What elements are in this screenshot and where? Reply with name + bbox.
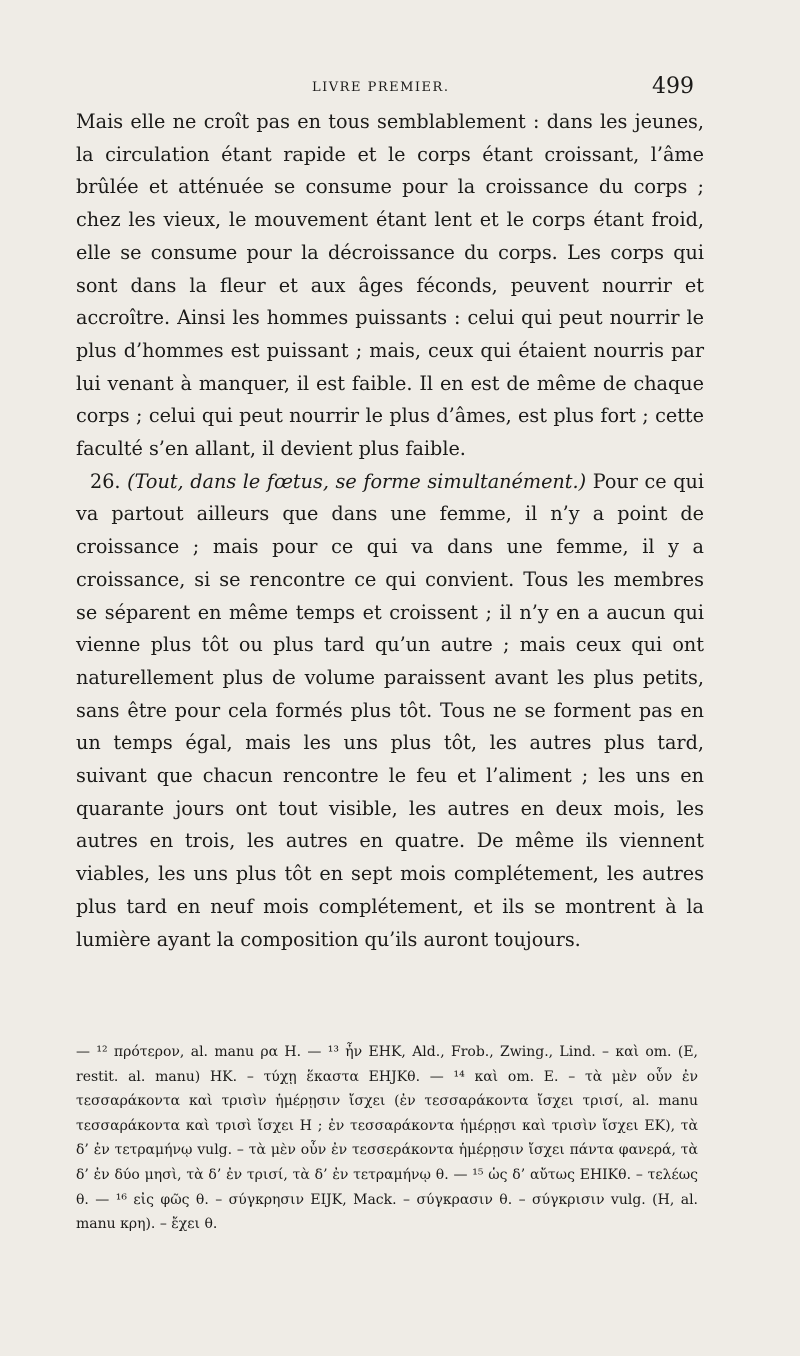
- page-number: 499: [652, 74, 694, 99]
- main-text: [76, 106, 704, 956]
- paragraph-title: (Tout, dans le fœtus, se forme simultanément.): [127, 469, 587, 493]
- footnotes: — ¹² πρότερον, al. manu ρα H. — ¹³ ἦν EHK, Ald., Frob., Zwing., Lind. – καὶ om. (E, restit. al. manu) HK. – τύχῃ ἕκαστα EHJKθ. — ¹⁴ καὶ om. E. – τὰ μὲν οὖν ἐν τεσσαράκοντα καὶ τρισὶν ἡμέρῃσιν ἴσχει (ἐν τεσσαράκοντα ἴσχει τρισί, al. manu τεσσαράκοντα καὶ τρισὶ ἴσχει H ; ἐν τεσσαράκοντα ἡμέρῃσι καὶ τρισὶν ἴσχει EK), τὰ δ’ ἐν τετραμήνῳ vulg. – τὰ μὲν οὖν ἐν τεσσεράκοντα ἡμέρῃσιν ἴσχει πάντα φανερά, τὰ δ’ ἐν δύο μησὶ, τὰ δ’ ἐν τρισί, τὰ δ’ ἐν τετραμήνῳ θ. — ¹⁵ ὡς δ’ αὔτως EHIKθ. – τελέως θ. — ¹⁶ εἰς φῶς θ. – σύγκρησιν EIJK, Mack. – σύγκρασιν θ. – σύγκρισιν vulg. (H, al. manu κρη). – ἔχει θ.: [76, 1044, 698, 1233]
- paragraph-text: Pour ce qui va partout ailleurs que dans une femme, il n’y a point de croissance ; mais pour ce qui va dans une femme, il y a croissance, si se rencontre ce qui convient. Tous les membres se séparent en même temps et croissent ; il n’y en a aucun qui vienne plus tôt ou plus tard qu’un autre ; mais ceux qui ont naturellement plus de volume paraissent avant les plus petits, sans être pour cela formés plus tôt. Tous ne se forment pas en un temps égal, mais les uns plus tôt, les autres plus tard, suivant que chacun rencontre le feu et l’aliment ; les uns en quarante jours ont tout visible, les autres en deux mois, les autres en trois, les autres en quatre. De même ils viennent viables, les uns plus tôt en sept mois complétement, les autres plus tard en neuf mois complétement, et ils se montrent à la lumière ayant la composition qu’ils auront toujours.: [76, 469, 704, 951]
- paragraph-26: [76, 466, 704, 957]
- running-title: LIVRE PREMIER.: [312, 80, 450, 95]
- page-header: [0, 74, 800, 102]
- paragraph-25-continued: Mais elle ne croît pas en tous semblablement : dans les jeunes, la circulation étant rapide et le corps étant croissant, l’âme brûlée et atténuée se consume pour la croissance du corps ; chez les vieux, le mouvement étant lent et le corps étant froid, elle se consume pour la décroissance du corps. Les corps qui sont dans la fleur et aux âges féconds, peuvent nourrir et accroître. Ainsi les hommes puissants : celui qui peut nourrir le plus d’hommes est puissant ; mais, ceux qui étaient nourris par lui venant à manquer, il est faible. Il en est de même de chaque corps ; celui qui peut nourrir le plus d’âmes, est plus fort ; cette faculté s’en allant, il devient plus faible.: [76, 110, 704, 461]
- paragraph-number: 26.: [90, 469, 121, 493]
